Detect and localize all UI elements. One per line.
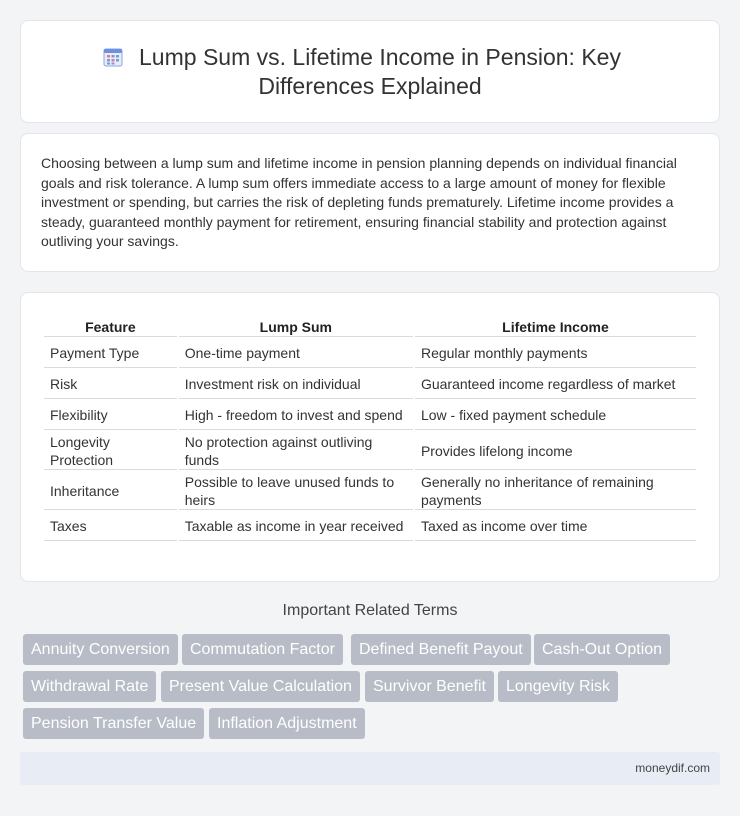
- table-cell: High - freedom to invest and spend: [179, 401, 413, 430]
- table-cell: Possible to leave unused funds to heirs: [179, 472, 413, 510]
- table-cell: Taxes: [44, 512, 177, 541]
- source-link[interactable]: moneydif.com: [635, 761, 710, 775]
- comparison-table: [42, 315, 698, 543]
- table-cell: Flexibility: [44, 401, 177, 430]
- footer: [20, 752, 720, 785]
- table-cell: One-time payment: [179, 339, 413, 368]
- term-tag-defined-benefit-payout[interactable]: Defined Benefit Payout: [351, 634, 531, 665]
- related-terms-heading: Important Related Terms: [282, 602, 458, 619]
- table-cell: No protection against outliving funds: [179, 432, 413, 470]
- table-cell: Taxed as income over time: [415, 512, 696, 541]
- comparison-table-card: [20, 292, 720, 582]
- table-row: [44, 339, 696, 368]
- page-title-line1: Lump Sum vs. Lifetime Income in Pension: Key: [139, 44, 621, 70]
- table-row: [44, 512, 696, 541]
- table-row: [44, 401, 696, 430]
- intro-paragraph: Choosing between a lump sum and lifetime income in pension planning depends on individual financial goals and risk tolerance. A lump sum offers immediate access to a large amount of money for flexible investment or spending, but carries the risk of depleting funds prematurely. Lifetime income provides a steady, guaranteed monthly payment for retirement, ensuring financial stability and protection against outliving your savings.: [41, 155, 677, 250]
- table-cell: Low - fixed payment schedule: [415, 401, 696, 430]
- title-card: [20, 20, 720, 123]
- table-row: [44, 370, 696, 399]
- term-tag-cash-out-option[interactable]: Cash-Out Option: [534, 634, 670, 665]
- table-cell: Risk: [44, 370, 177, 399]
- table-cell: Generally no inheritance of remaining payments: [415, 472, 696, 510]
- table-cell: Guaranteed income regardless of market: [415, 370, 696, 399]
- table-cell: Payment Type: [44, 339, 177, 368]
- term-tag-survivor-benefit[interactable]: Survivor Benefit: [365, 671, 494, 702]
- page-title-line2: Differences Explained: [258, 73, 482, 99]
- table-row: [44, 432, 696, 470]
- intro-card: [20, 133, 720, 272]
- table-cell: Regular monthly payments: [415, 339, 696, 368]
- table-row: [44, 472, 696, 510]
- term-tag-annuity-conversion[interactable]: Annuity Conversion: [23, 634, 178, 665]
- table-cell: Investment risk on individual: [179, 370, 413, 399]
- table-cell: Taxable as income in year received: [179, 512, 413, 541]
- table-cell: Inheritance: [44, 472, 177, 510]
- table-cell: Longevity Protection: [44, 432, 177, 470]
- term-tag-longevity-risk[interactable]: Longevity Risk: [498, 671, 618, 702]
- column-header-lifetime-income: Lifetime Income: [415, 317, 696, 337]
- term-tag-pension-transfer-value[interactable]: Pension Transfer Value: [23, 708, 204, 739]
- column-header-feature: Feature: [44, 317, 177, 337]
- table-cell: Provides lifelong income: [415, 432, 696, 470]
- table-header-row: [44, 317, 696, 337]
- page-title: [21, 43, 719, 101]
- term-tag-commutation-factor[interactable]: Commutation Factor: [182, 634, 343, 665]
- column-header-lump-sum: Lump Sum: [179, 317, 413, 337]
- term-tag-withdrawal-rate[interactable]: Withdrawal Rate: [23, 671, 156, 702]
- term-tag-inflation-adjustment[interactable]: Inflation Adjustment: [209, 708, 365, 739]
- term-tag-present-value-calculation[interactable]: Present Value Calculation: [161, 671, 360, 702]
